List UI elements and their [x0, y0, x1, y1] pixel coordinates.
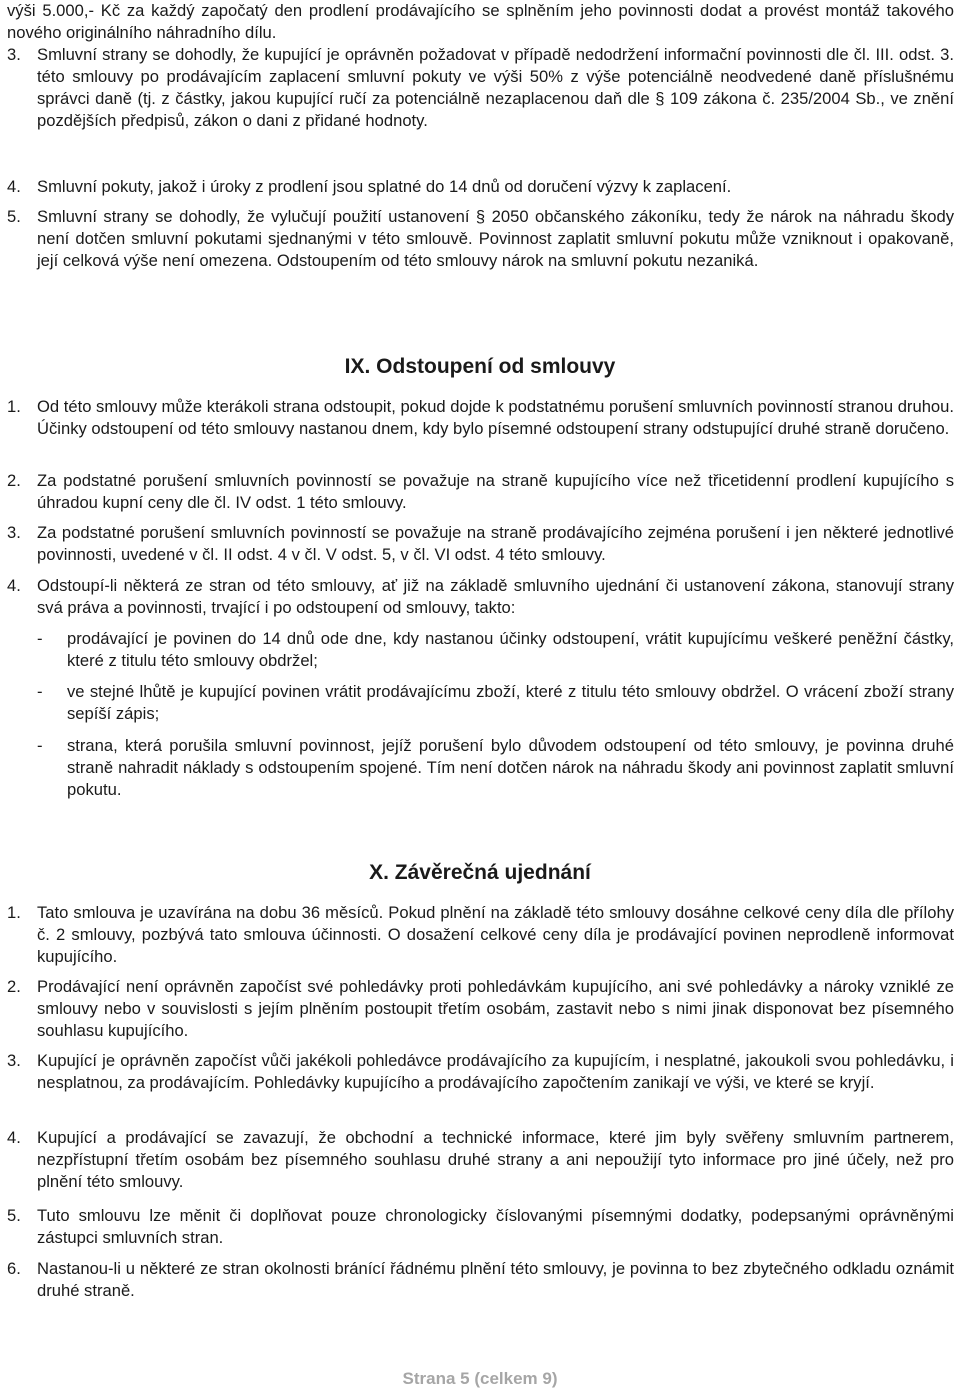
clause-number: 4.: [7, 177, 21, 196]
clause-text: Nastanou-li u některé ze stran okolnosti bránící řádnému plnění této smlouvy, je povinna to bez zbytečného odkladu oznámit druhé straně.: [37, 1259, 954, 1300]
dash-text: strana, která porušila smluvní povinnost, jejíž porušení bylo důvodem odstoupení od této smlouvy, je povinna druhé straně nahradit náklady s odstoupením spojené. Tím není dotčen nárok na náhradu škody ani povinnost zaplatit smluvní pokutu.: [67, 736, 954, 799]
clause-number: 1.: [7, 397, 21, 416]
clause-10-5: [7, 1205, 954, 1249]
clause-9-3: [7, 522, 954, 566]
clause-text: Kupující je oprávněn započíst vůči jakékoli pohledávce prodávajícího za kupujícím, i nesplatné, jakoukoli svou pohledávku, i nesplatnou, za prodávajícím. Pohledávky kupujícího a prodávajícího započtením zanikají ve výši, ve které se kryjí.: [37, 1051, 954, 1092]
clause-10-4: [7, 1127, 954, 1193]
clause-9-2: [7, 470, 954, 514]
clause-10-3: [7, 1050, 954, 1094]
clause-number: 2.: [7, 471, 21, 490]
clause-text: Kupující a prodávající se zavazují, že obchodní a technické informace, které jim byly svěřeny smluvním partnerem, nezpřístupní třetím osobám bez písemného souhlasu druhé strany a ani nepoužijí tyto informace pro jiné účely, než pro plnění této smlouvy.: [37, 1128, 954, 1191]
clause-10-2: [7, 976, 954, 1042]
clause-number: 6.: [7, 1259, 21, 1278]
clause-text: Smluvní strany se dohodly, že vylučují použití ustanovení § 2050 občanského zákoníku, tedy že nárok na náhradu škody není dotčen smluvní pokutami sjednanými v této smlouvě. Povinnost zaplatit smluvní pokutu může vzniknout i opakovaně, její celková výše není omezena. Odstoupením od této smlouvy nárok na smluvní pokutu nezaniká.: [37, 207, 954, 270]
clause-number: 5.: [7, 1206, 21, 1225]
dash-item: [37, 628, 954, 672]
dash-marker: -: [37, 629, 43, 648]
clause-number: 4.: [7, 1128, 21, 1147]
clause-text: Od této smlouvy může kterákoli strana odstoupit, pokud dojde k podstatnému porušení smluvních povinností stranou druhou. Účinky odstoupení od této smlouvy nastanou dnem, kdy bylo písemné odstoupení strany odstupující druhé straně doručeno.: [37, 397, 954, 438]
clause-text: Smluvní pokuty, jakož i úroky z prodlení jsou splatné do 14 dnů od doručení výzvy k zaplacení.: [37, 177, 732, 196]
clause-8-3: [7, 44, 954, 132]
clause-10-6: [7, 1258, 954, 1302]
clause-text: Za podstatné porušení smluvních povinností se považuje na straně kupujícího více než třicetidenní prodlení kupujícího s úhradou kupní ceny dle čl. IV odst. 1 této smlouvy.: [37, 471, 954, 512]
clause-text: Tuto smlouvu lze měnit či doplňovat pouze chronologicky číslovanými písemnými dodatky, podepsanými oprávněnými zástupci smluvních stran.: [37, 1206, 954, 1247]
clause-9-1: [7, 396, 954, 440]
clause-number: 1.: [7, 903, 21, 922]
clause-8-5: [7, 206, 954, 272]
clause-number: 3.: [7, 45, 21, 64]
intro-paragraph: výši 5.000,- Kč za každý započatý den prodlení prodávajícího se splněním jeho povinnosti dodat a provést montáž takového nového originálního náhradního dílu.: [7, 1, 954, 42]
clause-number: 3.: [7, 523, 21, 542]
clause-8-4: [7, 176, 954, 198]
clause-text: Prodávající není oprávněn započíst své pohledávky proti pohledávkám kupujícího, ani své pohledávky a nároky vzniklé ze smlouvy nebo v souvislosti s jejím plněním postoupit třetím osobám, zastavit nebo s nimi jinak disponovat bez písemného souhlasu kupujícího.: [37, 977, 954, 1040]
dash-item: [37, 681, 954, 725]
clause-10-1: [7, 902, 954, 968]
clause-text: Odstoupí-li některá ze stran od této smlouvy, ať již na základě smluvního ujednání či ustanovení zákona, stanovují strany svá práva a povinnosti, trvající i po odstoupení od smlouvy, takto:: [37, 576, 954, 617]
dash-marker: -: [37, 682, 43, 701]
dash-text: ve stejné lhůtě je kupující povinen vrátit prodávajícímu zboží, které z titulu této smlouvy obdržel. O vrácení zboží strany sepíší zápis;: [67, 682, 954, 723]
section-heading-x: X. Závěrečná ujednání: [369, 861, 591, 884]
dash-marker: -: [37, 736, 43, 755]
clause-number: 4.: [7, 576, 21, 595]
clause-number: 2.: [7, 977, 21, 996]
section-heading-ix: IX. Odstoupení od smlouvy: [344, 355, 616, 378]
clause-number: 3.: [7, 1051, 21, 1070]
clause-text: Za podstatné porušení smluvních povinností se považuje na straně prodávajícího zejména porušení i jen některé jednotlivé povinnosti, uvedené v čl. II odst. 4 v čl. V odst. 5, v čl. VI odst. 4 této smlouvy.: [37, 523, 954, 564]
dash-item: [37, 735, 954, 801]
dash-text: prodávající je povinen do 14 dnů ode dne, kdy nastanou účinky odstoupení, vrátit kupujícímu veškeré peněžní částky, které z titulu této smlouvy obdržel;: [67, 629, 954, 670]
clause-text: Tato smlouva je uzavírána na dobu 36 měsíců. Pokud plnění na základě této smlouvy dosáhne celkové ceny díla dle přílohy č. 2 smlouvy, pozbývá tato smlouva účinnosti. O dosažení celkové ceny díla je prodávající povinen neprodleně informovat kupujícího.: [37, 903, 954, 966]
clause-text: Smluvní strany se dohodly, že kupující je oprávněn požadovat v případě nedodržení informační povinnosti dle čl. III. odst. 3. této smlouvy po prodávajícím zaplacení smluvní pokuty ve výši 50% z výše potenciálně neodvedené daně příslušnému správci daně (tj. z částky, jakou kupující ručí za potenciálně nezaplacenou daň dle § 109 zákona č. 235/2004 Sb., ve znění pozdějších předpisů, zákon o dani z přidané hodnoty.: [37, 45, 954, 130]
clause-number: 5.: [7, 207, 21, 226]
page-footer: Strana 5 (celkem 9): [402, 1369, 558, 1388]
clause-9-4: [7, 575, 954, 619]
